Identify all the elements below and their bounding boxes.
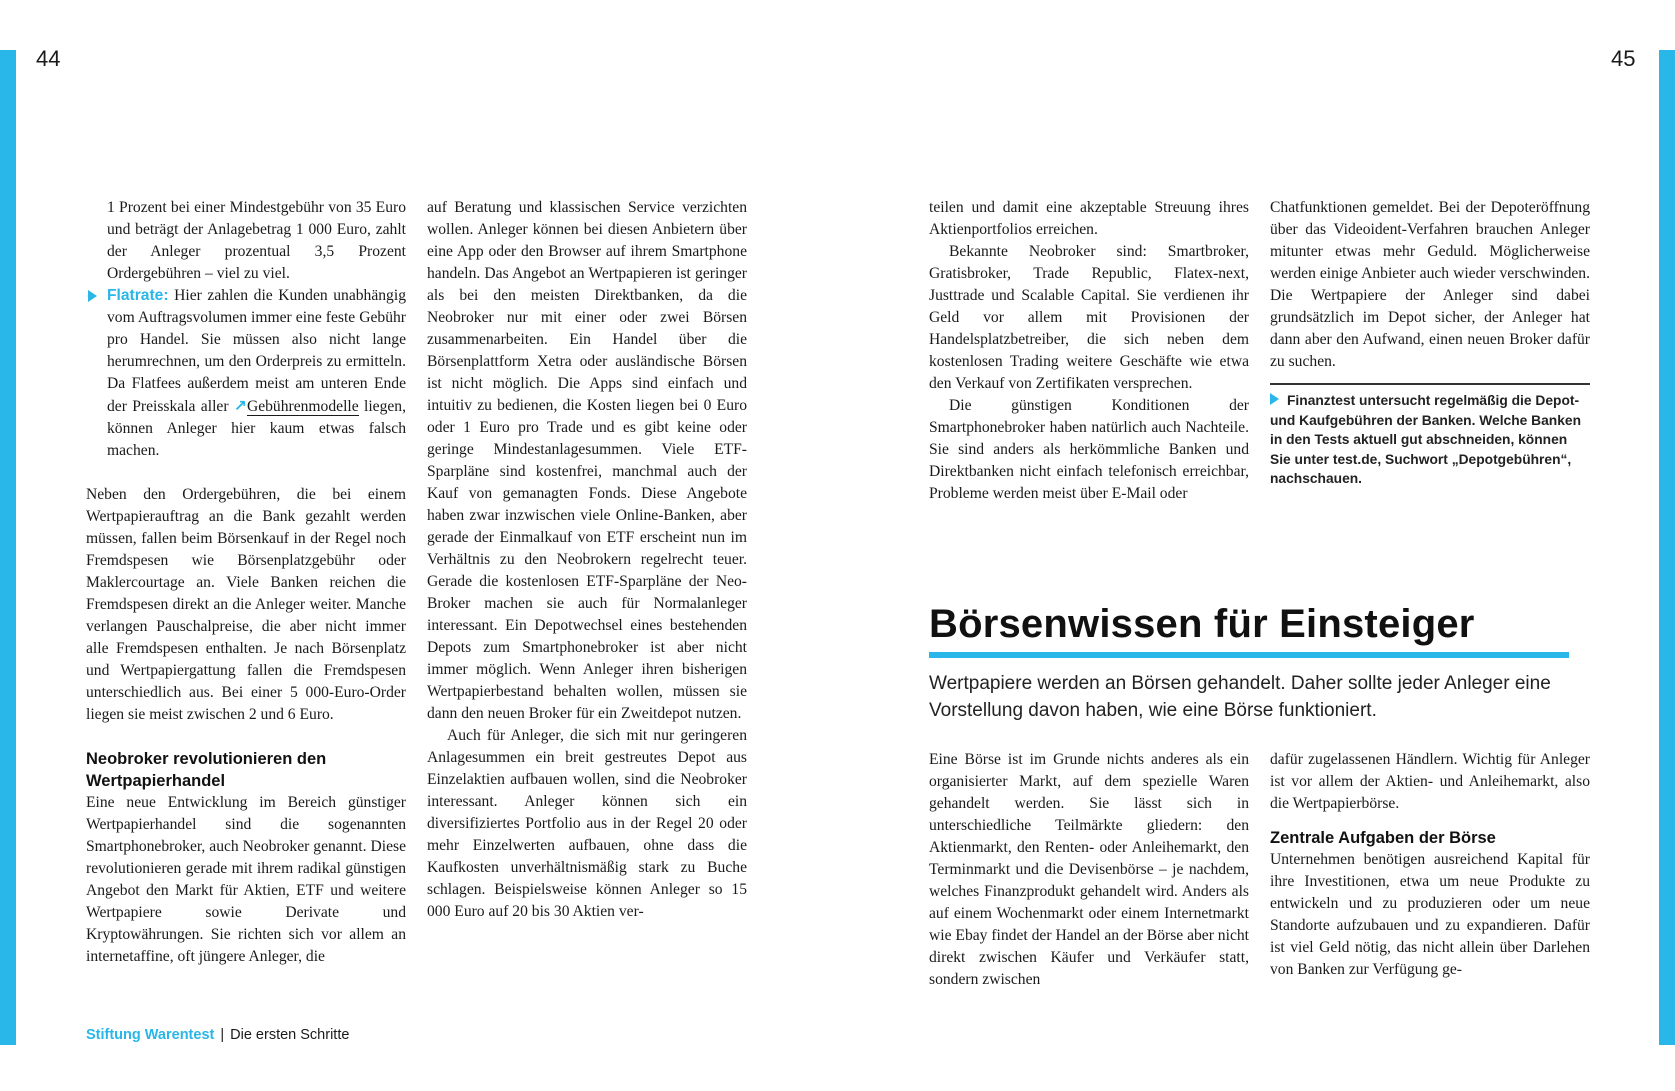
col3-paragraph-2: Bekannte Neobroker sind: Smartbroker, Gratisbroker, Trade Republic, Flatex-next, Justtrade und Scalable Capital. Sie verdienen ihr Geld vor allem mit Provisionen der Handelsplatzbetreiber, die sich neben dem kostenlosen Trading weitere Geschäfte wie etwa den Verkauf von Zertifikaten versprechen. — [929, 243, 1249, 392]
page-number-left: 44 — [36, 46, 61, 71]
col5-paragraph-1: Eine Börse ist im Grunde nichts anderes als ein organisierter Markt, auf dem spezielle Waren gehandelt werden. Sie lässt sich in unterschiedliche Teilmärkte gliedern: den Aktienmarkt, den Renten- oder Anleihemarkt, den Terminmarkt und die Devisenbörse – je nachdem, welches Finanzprodukt gehandelt wird. Anders als auf einem Wochenmarkt oder einem Internetmarkt wie Ebay findet der Handel an der Börse aber nicht direkt zwischen Käufer und Verkäufer statt, sondern zwischen — [929, 751, 1249, 988]
page-number-right: 45 — [1611, 46, 1636, 71]
col6-paragraph-1: dafür zugelassenen Händlern. Wichtig für Anleger ist vor allem der Aktien- und Anleihemarkt, also die Wertpapierbörse. — [1270, 751, 1590, 812]
col3-paragraph-1: teilen und damit eine akzeptable Streuung ihres Aktienportfolios erreichen. — [929, 199, 1249, 238]
column-4 — [1270, 197, 1590, 489]
chapter-title: Börsenwissen für Einsteiger — [929, 602, 1475, 646]
fremdspesen-paragraph: Neben den Ordergebühren, die bei einem Wertpapierauftrag an die Bank gezahlt werden müssen, fallen beim Börsenkauf in der Regel noch Fremdspesen wie Börsenplatzgebühr oder Maklercourtage an. Viele Banken reichen die Fremdspesen direkt an die Anleger weiter. Manche verlangen Pauschalpreise, die aber nicht immer alle Fremdspesen enthalten. Je nach Börsenplatz und Wertpapiergattung fallen die Fremdspesen unterschiedlich aus. Bei einer 5 000-Euro-Order liegen sie meist zwischen 2 und 6 Euro. — [86, 486, 406, 723]
col2-paragraph-2: Auch für Anleger, die sich mit nur geringeren Anlagesummen ein breit gestreutes Depot aus Einzelaktien aufbauen wollen, sind die Neobroker interessant. Anleger können sich ein diversifiziertes Portfolio aus in der Regel 20 oder mehr Einzelwerten aufbauen, ohne dass die Kaufkosten unverhältnismäßig stark zu Buche schlagen. Beispielsweise können Anleger so 15 000 Euro auf 20 bis 30 Aktien ver- — [427, 727, 747, 920]
link-arrow-icon: ↗ — [233, 397, 247, 415]
right-edge-bar — [1659, 50, 1675, 1045]
column-5 — [929, 749, 1249, 991]
col3-paragraph-3: Die günstigen Konditionen der Smartphonebroker haben natürlich auch Nachteile. Sie sind anders als herkömmliche Banken und Direktbanken nicht einfach telefonisch erreichbar, Probleme werden meist über E-Mail oder — [929, 397, 1249, 502]
flatrate-text-a: Hier zahlen die Kunden unabhängig vom Auftragsvolumen immer eine feste Gebühr pro Handel. Sie müssen also nicht lange herumrechnen, um den Orderpreis zu ermitteln. Da Flatfees außerdem meist am unteren Ende der Preisskala aller — [107, 287, 406, 415]
footer — [86, 1027, 349, 1043]
info-box — [1270, 383, 1590, 489]
footer-brand: Stiftung Warentest — [86, 1027, 215, 1043]
neobroker-paragraph: Eine neue Entwicklung im Bereich günstiger Wertpapierhandel sind die sogenannten Smartphonebroker, auch Neobroker genannt. Diese revolutionieren gerade mit ihrem radikal günstigen Angebot den Markt für Aktien, ETF und weitere Wertpapiere sowie Derivate und Kryptowährungen. Sie richten sich vor allem an internetaffine, oft jüngere Anleger, die — [86, 794, 406, 965]
footer-separator: | — [220, 1027, 225, 1043]
col6-paragraph-2: Unternehmen benötigen ausreichend Kapital für ihre Investitionen, etwa um neue Produkte zu entwickeln und zu produzieren oder um neue Standorte aufzubauen und zu expandieren. Dafür ist viel Geld nötig, das nicht allein über Darlehen von Banken zur Verfügung ge- — [1270, 851, 1590, 978]
col2-paragraph-1: auf Beratung und klassischen Service verzichten wollen. Anleger können bei diesen Anbietern über eine App oder den Browser auf ihrem Smartphone handeln. Das Angebot an Wertpapieren ist geringer als bei den meisten Direktbanken, da die Neobroker nur mit einer oder zwei Börsen zusammenarbeiten. Ein Handel über die Börsenplattform Xetra oder ausländische Börsen ist nicht möglich. Die Apps sind einfach und intuitiv zu bedienen, die Kosten liegen bei 0 Euro oder 1 Euro pro Trade und es gibt keine oder geringe Mindestanlagesummen. Viele ETF-Sparpläne sind kostenfrei, manchmal auch der Kauf von gemanagten Fonds. Diese Angebote haben zwar inzwischen viele Online-Banken, aber gerade der Einmalkauf von ETF erscheint nun im Verhältnis zu den Neobrokern regelrecht teuer. Gerade die kostenlosen ETF-Sparpläne der Neo-Broker machen sie auch für Normalanleger interessant. Ein Depotwechsel eines bestehenden Depots zum Smartphonebroker ist aber nicht immer möglich. Wenn Anleger ihren bisherigen Wertpapierbestand behalten wollen, müssen sie dann den neuen Broker für ein Zweitdepot nutzen. — [427, 199, 747, 722]
neobroker-subhead: Neobroker revolutionieren den Wertpapierhandel — [86, 750, 327, 790]
col4-paragraph-1: Chatfunktionen gemeldet. Bei der Depoteröffnung über das Videoident-Verfahren brauchen Anleger mitunter etwas mehr Geduld. Möglicherweise werden einige Anbieter auch wieder verschwinden. Die Wertpapiere der Anleger sind dabei grundsätzlich im Depot sicher, der Anleger hat dann aber den Aufwand, einen neuen Broker dafür zu suchen. — [1270, 199, 1590, 370]
footer-title: Die ersten Schritte — [230, 1027, 350, 1043]
triangle-bullet-icon — [88, 290, 97, 302]
info-box-text: Finanztest untersucht regelmäßig die Depot- und Kaufgebühren der Banken. Welche Banken in den Tests aktuell gut abschneiden, können Sie unter test.de, Suchwort „Depotgebühren“, nachschauen. — [1270, 393, 1581, 486]
flatrate-text-b: liegen, können Anleger hier kaum etwas falsch machen. — [107, 398, 406, 459]
flatrate-bullet — [86, 285, 406, 462]
flatrate-label: Flatrate: — [107, 287, 169, 304]
zentrale-aufgaben-subhead: Zentrale Aufgaben der Börse — [1270, 829, 1496, 847]
column-3 — [929, 197, 1249, 505]
column-2 — [427, 197, 747, 923]
column-1 — [86, 197, 406, 968]
chapter-title-rule — [929, 652, 1569, 658]
triangle-info-icon — [1270, 393, 1279, 405]
column-6 — [1270, 749, 1590, 981]
chapter-lead: Wertpapiere werden an Börsen gehandelt. Daher sollte jeder Anleger eine Vorstellung davon haben, wie eine Börse funktioniert. — [929, 673, 1551, 721]
intro-paragraph: 1 Prozent bei einer Mindestgebühr von 35 Euro und beträgt der Anlagebetrag 1 000 Euro, zahlt der Anleger prozentual 3,5 Prozent Ordergebühren – viel zu viel. — [107, 199, 406, 282]
gebuehrenmodelle-link[interactable]: Gebührenmodelle — [246, 398, 359, 415]
left-edge-bar — [0, 50, 16, 1045]
